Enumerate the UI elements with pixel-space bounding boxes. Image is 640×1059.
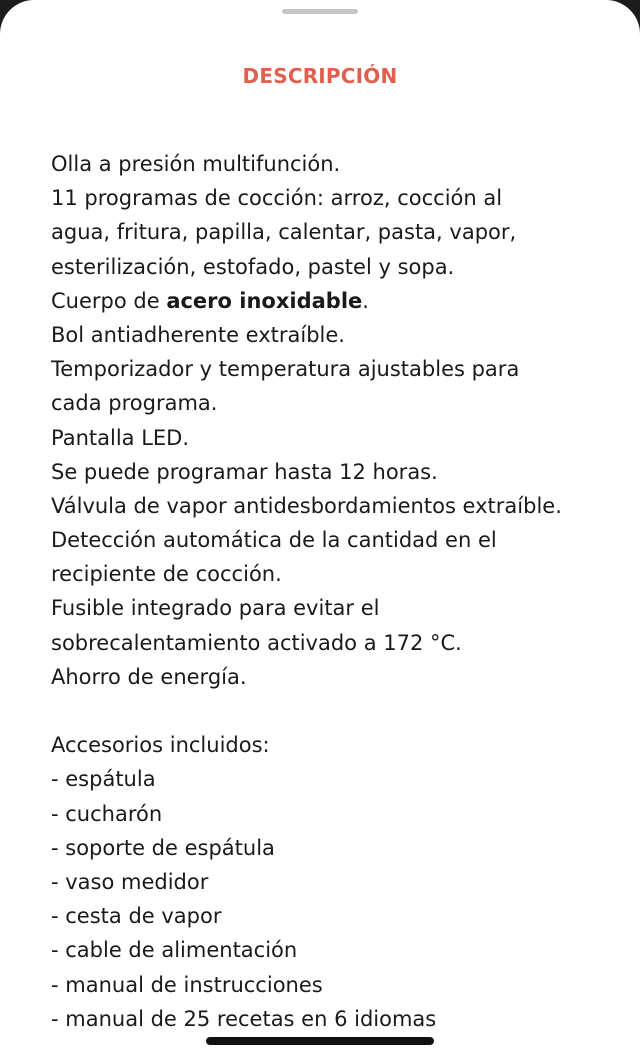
accessory-item: - manual de 25 recetas en 6 idiomas xyxy=(51,1006,437,1031)
material-prefix: Cuerpo de xyxy=(51,288,167,313)
material-highlight: acero inoxidable xyxy=(166,288,363,313)
page-title: DESCRIPCIÓN xyxy=(242,64,398,88)
accessory-item: - vaso medidor xyxy=(51,869,209,894)
sheet-grabber-handle[interactable] xyxy=(282,9,358,14)
accessory-item: - soporte de espátula xyxy=(51,835,275,860)
description-line: Ahorro de energía. xyxy=(51,664,247,689)
material-suffix: . xyxy=(362,288,369,313)
paragraph-gap xyxy=(51,694,611,728)
description-line: esterilización, estofado, pastel y sopa. xyxy=(51,254,455,279)
description-line: 11 programas de cocción: arroz, cocción al xyxy=(51,186,503,211)
description-line: Temporizador y temperatura ajustables para xyxy=(51,357,520,382)
description-line: Se puede programar hasta 12 horas. xyxy=(51,459,438,484)
description-line: cada programa. xyxy=(51,391,218,416)
description-line: Válvula de vapor antidesbordamientos extraíble. xyxy=(51,493,562,518)
accessory-item: - cesta de vapor xyxy=(51,904,222,929)
description-line: Pantalla LED. xyxy=(51,425,190,450)
home-indicator-bar[interactable] xyxy=(206,1037,434,1045)
description-line: Fusible integrado para evitar el xyxy=(51,596,380,621)
description-line-material xyxy=(51,284,611,318)
accessory-item: - cucharón xyxy=(51,801,163,826)
description-line: agua, fritura, papilla, calentar, pasta, vapor, xyxy=(51,220,517,245)
accessory-item: - cable de alimentación xyxy=(51,938,298,963)
accessories-heading: Accesorios incluidos: xyxy=(51,733,270,758)
accessory-item: - espátula xyxy=(51,767,156,792)
description-line: Olla a presión multifunción. xyxy=(51,152,341,176)
description-line: Detección automática de la cantidad en el xyxy=(51,528,497,553)
description-line: sobrecalentamiento activado a 172 °C. xyxy=(51,630,462,655)
description-line: Bol antiadherente extraíble. xyxy=(51,322,345,347)
accessory-item: - manual de instrucciones xyxy=(51,972,323,997)
description-body xyxy=(51,147,611,1036)
description-line: recipiente de cocción. xyxy=(51,562,282,587)
